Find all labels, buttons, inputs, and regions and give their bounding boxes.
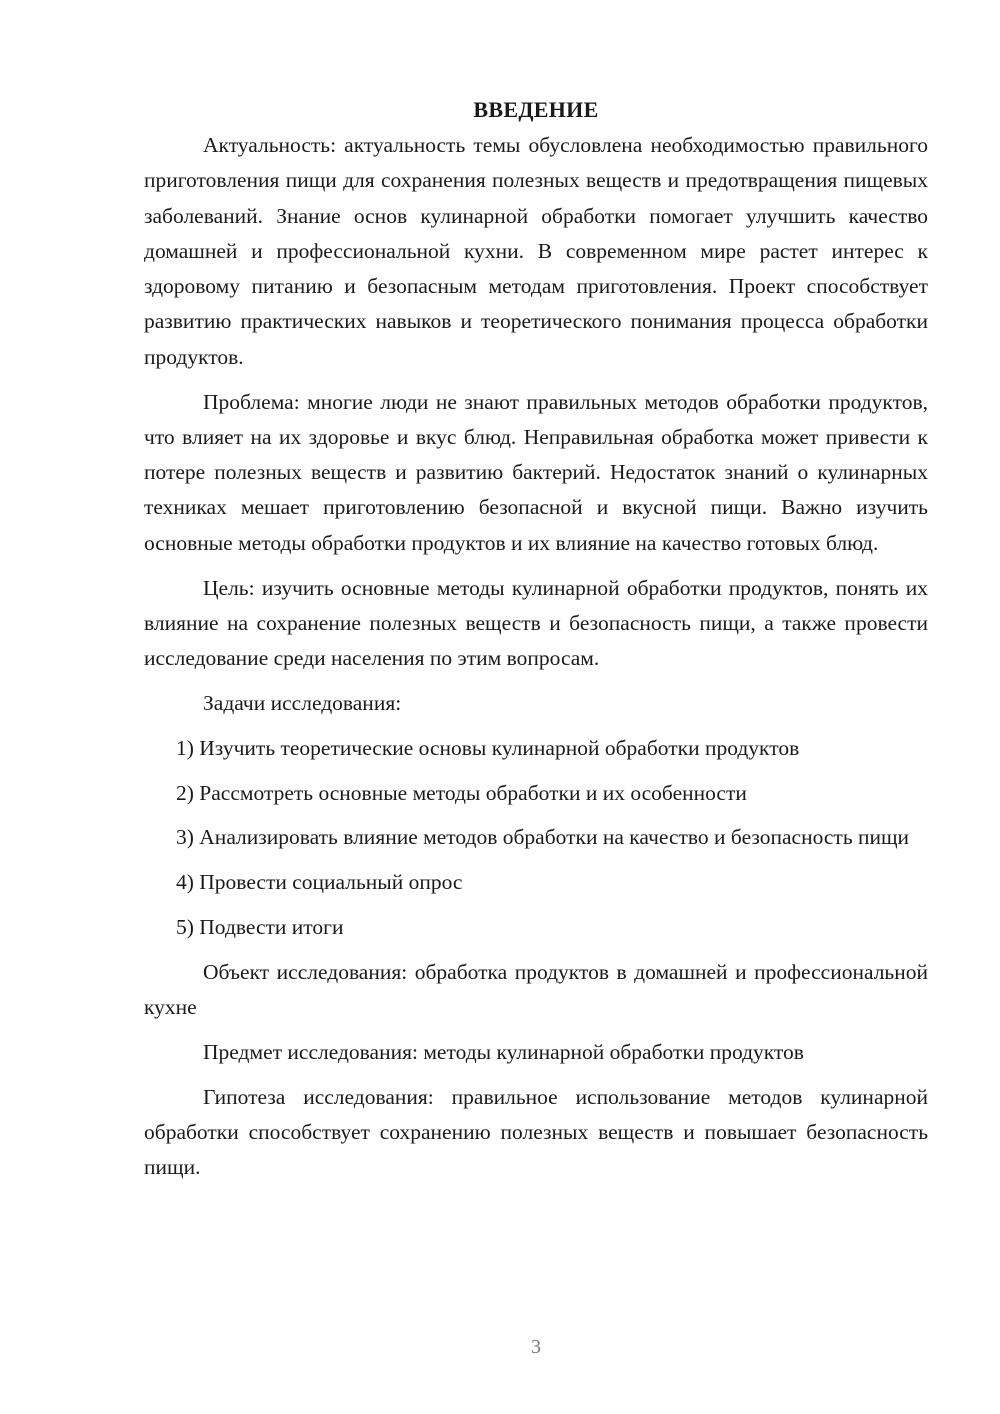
object-paragraph: Объект исследования: обработка продуктов в домашней и профессиональной кухне	[144, 959, 928, 1020]
task-item: 3) Анализировать влияние методов обработки на качество и безопасность пищи	[176, 825, 910, 850]
page-content	[144, 92, 928, 1195]
goal-paragraph: Цель: изучить основные методы кулинарной обработки продуктов, понять их влияние на сохранение полезных веществ и безопасность пищи, а также провести исследование среди населения по этим вопросам.	[144, 575, 928, 671]
task-item: 1) Изучить теоретические основы кулинарной обработки продуктов	[176, 735, 800, 760]
page-number: 3	[531, 1336, 541, 1358]
task-item: 5) Подвести итоги	[176, 914, 344, 939]
page-title: ВВЕДЕНИЕ	[473, 97, 599, 122]
problem-paragraph: Проблема: многие люди не знают правильных методов обработки продуктов, что влияет на их здоровье и вкус блюд. Неправильная обработка может привести к потере полезных веществ и развитию бактерий. Недостаток знаний о кулинарных техниках мешает приготовлению безопасной и вкусной пищи. Важно изучить основные методы обработки продуктов и их влияние на качество готовых блюд.	[144, 389, 928, 555]
task-item: 4) Провести социальный опрос	[176, 870, 463, 895]
hypothesis-paragraph: Гипотеза исследования: правильное использование методов кулинарной обработки способствует сохранению полезных веществ и повышает безопасность пищи.	[144, 1084, 928, 1180]
subject-paragraph: Предмет исследования: методы кулинарной обработки продуктов	[203, 1039, 804, 1064]
relevance-paragraph: Актуальность: актуальность темы обусловлена необходимостью правильного приготовления пищи для сохранения полезных веществ и предотвращения пищевых заболеваний. Знание основ кулинарной обработки помогает улучшить качество домашней и профессиональной кухни. В современном мире растет интерес к здоровому питанию и безопасным методам приготовления. Проект способствует развитию практических навыков и теоретического понимания процесса обработки продуктов.	[144, 133, 928, 369]
tasks-heading: Задачи исследования:	[203, 690, 402, 715]
task-item: 2) Рассмотреть основные методы обработки и их особенности	[176, 780, 747, 805]
